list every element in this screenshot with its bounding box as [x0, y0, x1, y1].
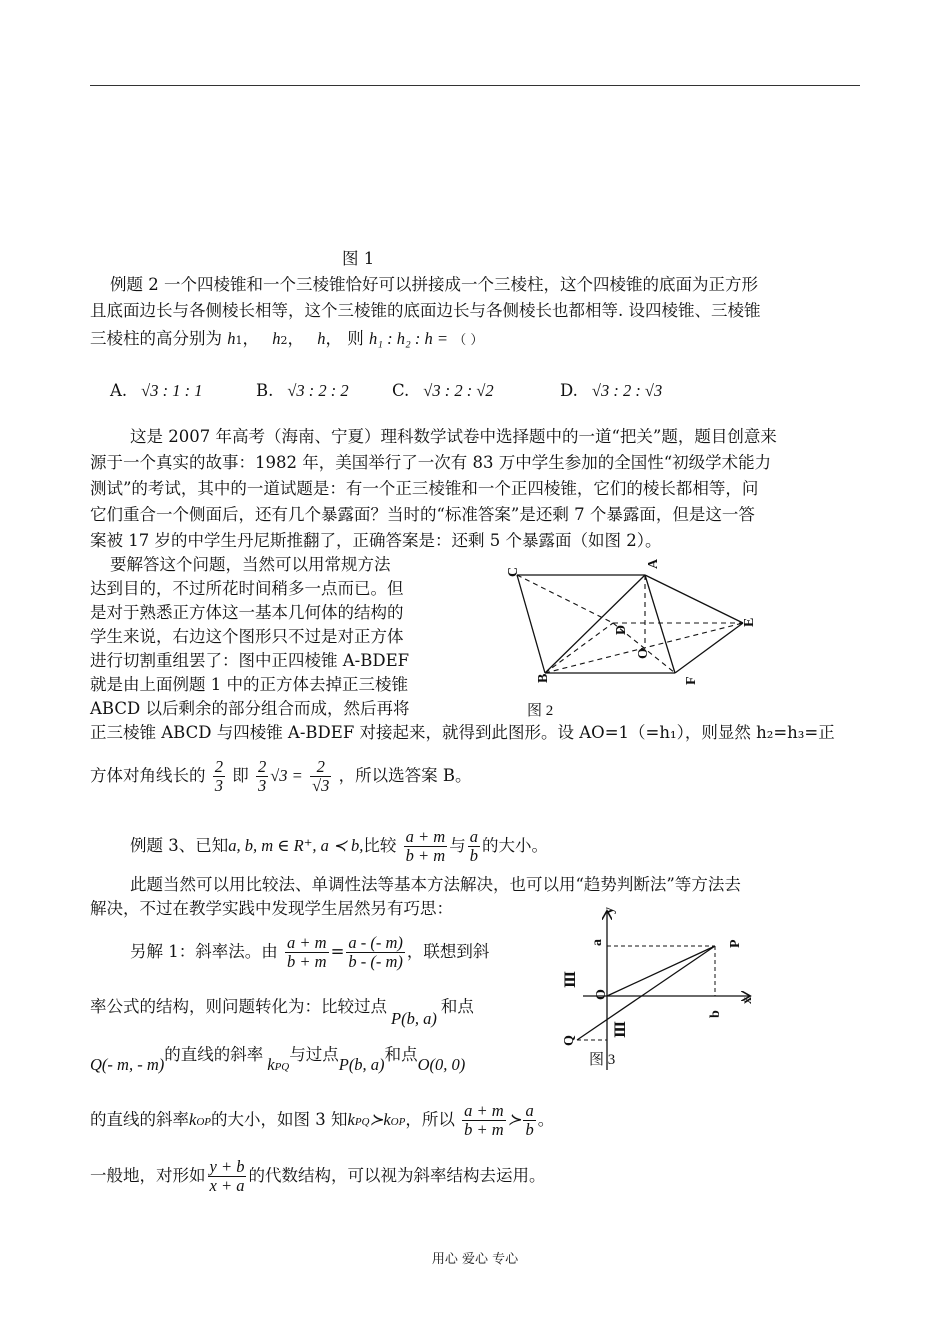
label-A: A: [646, 558, 661, 569]
example-2-line-3: 三棱柱的高分别为 h1， h2， h， 则 h₁ : h₂ : h = （ ）: [90, 329, 484, 348]
example-2-line-2: 且底面边长与各侧棱长相等，这个三棱锥的底面边长与各侧棱长也都相等. 设四棱锥、三棱锥: [90, 301, 761, 320]
edge-AE: [645, 575, 743, 623]
para3-line-1: 此题当然可以用比较法、单调性法等基本方法解决，也可以用“趋势判断法”等方法去: [130, 875, 741, 894]
para2-line-6: 就是由上面例题 1 中的正方体去掉正三棱锥: [90, 675, 408, 694]
option-c: C. √3 : 2 : √2: [392, 381, 494, 400]
figure-3-diagram: [555, 900, 765, 1080]
label-C: C: [506, 566, 521, 577]
para1-line-5: 案被 17 岁的中学生丹尼斯推翻了，正确答案是：还剩 5 个暴露面（如图 2）。: [90, 531, 662, 550]
para1-line-4: 它们重合一个侧面后，还有几个暴露面？当时的“标准答案”是还剩 7 个暴露面，但是这一答: [90, 505, 755, 524]
para2-line-1: 要解答这个问题，当然可以用常规方法: [110, 555, 391, 574]
option-a: A. √3 : 1 : 1: [110, 381, 203, 400]
label-B: B: [536, 673, 551, 683]
example-3-line: 例题 3、已知a, b, m ∈ R⁺, a ≺ b,比较 $\frac{a + m}{b + m}$ 与 $\frac{a}{b}$ 的大小。: [130, 827, 548, 865]
para1-line-1: 这是 2007 年高考（海南、宁夏）理科数学试卷中选择题中的一道“把关”题，题目创意来: [130, 427, 777, 446]
label-quadrant-1: Ⅲ: [564, 970, 579, 988]
line-OP: [607, 946, 715, 996]
para2-line-9: 方体对角线长的 $\frac{2}{3}$ 即 $\frac{2}{3}$ √3 = $\frac{2}{√3}$ ，所以选答案 B。: [90, 757, 472, 795]
edge-BD: [545, 623, 613, 673]
edge-CD: [517, 575, 613, 623]
alt1-line-2: 率公式的结构，则问题转化为：比较过点P(b, a)和点: [90, 997, 474, 1028]
edge-FE: [675, 623, 743, 673]
label-quadrant-2: Ⅲ: [614, 1020, 629, 1038]
para2-line-7: ABCD 以后剩余的部分组合而成，然后再将: [90, 699, 410, 718]
edge-AB: [545, 575, 645, 673]
para1-line-3: 测试”的考试，其中的一道试题是：有一个正三棱锥和一个正四棱锥，它们的棱长都相等，问: [90, 479, 759, 498]
para2-line-4: 学生来说，右边这个图形只不过是对正方体: [90, 627, 404, 646]
label-D: D: [614, 624, 629, 635]
figure-2-caption: 图 2: [527, 703, 554, 719]
figure-2-diagram: [495, 555, 765, 730]
alt1-line-3: Q(- m, - m)的直线的斜率kPQ与过点P(b, a)和点O(0, 0): [90, 1045, 466, 1074]
para2-line-2: 达到目的，不过所花时间稍多一点而已。但: [90, 579, 404, 598]
option-d: D. √3 : 2 : √3: [560, 381, 663, 400]
figure-1-caption: 图 1: [342, 249, 375, 268]
alt1-line-1: 另解 1：斜率法。由 $\frac{a + m}{b + m}$ = $\frac{a - (- m)}{b - (- m)}$ ，联想到斜: [130, 933, 490, 971]
example-2-line-1: 例题 2 一个四棱锥和一个三棱锥恰好可以拼接成一个三棱柱，这个四棱锥的底面为正方形: [110, 275, 758, 294]
header-rule: [90, 85, 860, 86]
para2-line-5: 进行切割重组罢了：图中正四棱锥 A-BDEF: [90, 651, 410, 670]
para2-line-3: 是对于熟悉正方体这一基本几何体的结构的: [90, 603, 404, 622]
label-x: x: [740, 997, 755, 1004]
closing-line: 一般地，对形如 $\frac{y + b}{x + a}$ 的代数结构，可以视为斜率结构去运用。: [90, 1157, 546, 1195]
label-O: O: [594, 989, 609, 1000]
label-y: y: [602, 907, 617, 914]
option-b: B. √3 : 2 : 2: [256, 381, 349, 400]
edge-CB: [517, 575, 545, 673]
para1-line-2: 源于一个真实的故事：1982 年，美国举行了一次有 83 万中学生参加的全国性“初级学术能力: [90, 453, 772, 472]
label-Q: Q: [562, 1035, 577, 1046]
label-P: P: [728, 939, 743, 948]
label-O: O: [636, 648, 651, 659]
figure-3-caption: 图 3: [589, 1052, 616, 1068]
fraction-two-thirds: $\frac{2}{3}$: [214, 757, 223, 795]
label-F: F: [684, 676, 699, 685]
page-footer: 用心 爱心 专心: [431, 1252, 519, 1267]
label-b: b: [708, 1010, 723, 1018]
label-a: a: [590, 939, 605, 946]
label-E: E: [742, 617, 757, 627]
para3-line-2: 解决，不过在教学实践中发现学生居然另有巧思：: [90, 899, 453, 918]
alt1-line-4: 的直线的斜率kOP的大小，如图 3 知kPQ≻kOP，所以 $\frac{a + m}{b + m}$ ≻ $\frac{a}{b}$ 。: [90, 1101, 555, 1139]
para2-line-8: 正三棱锥 ABCD 与四棱锥 A-BDEF 对接起来，就得到此图形。设 AO=1（=h₁），则显然 h₂=h₃=正: [90, 723, 835, 742]
